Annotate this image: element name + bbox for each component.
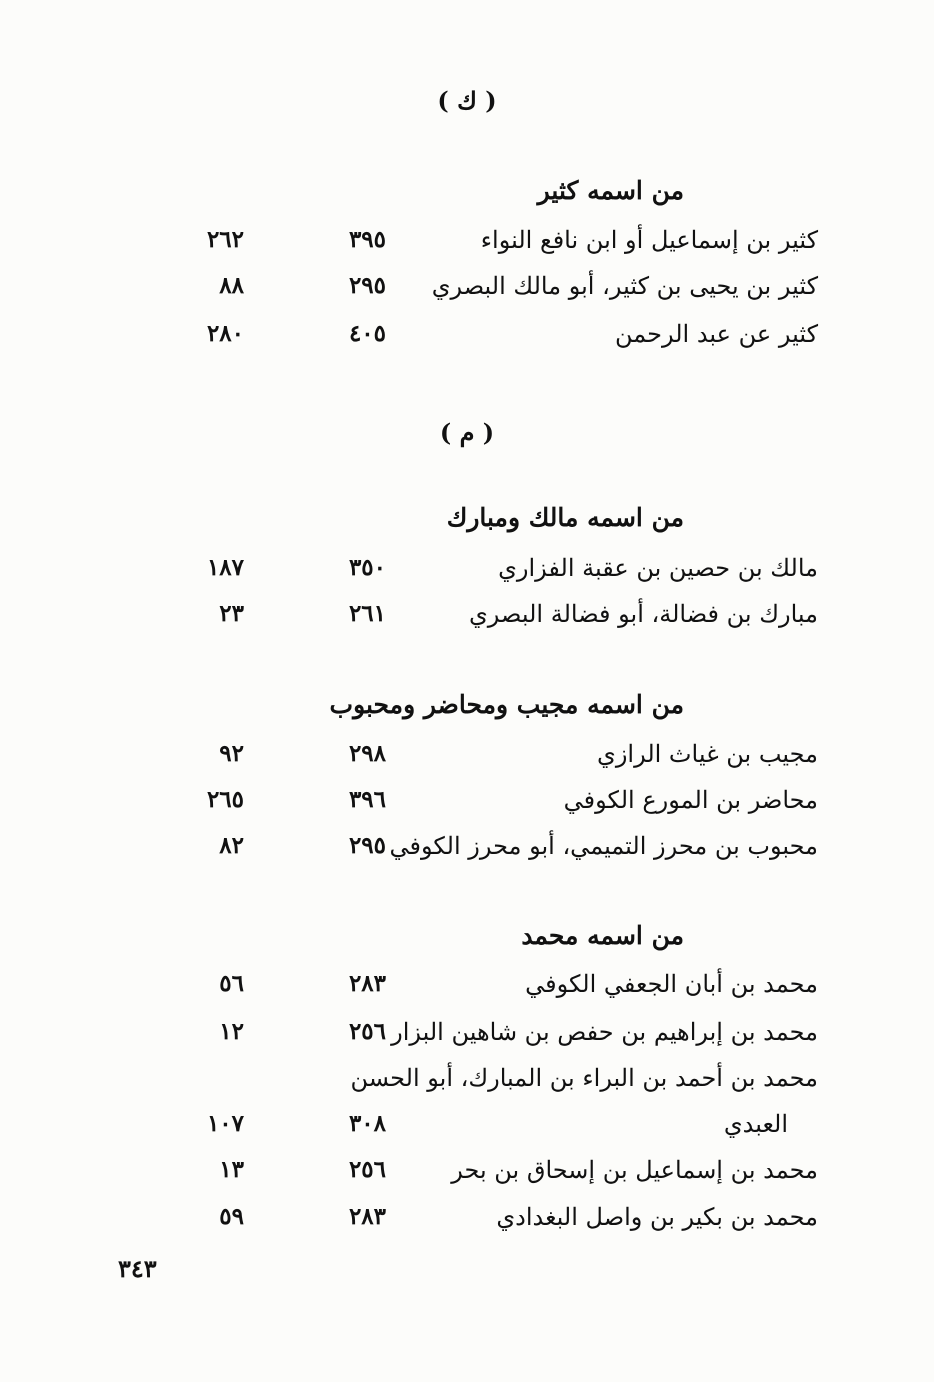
entry-page: ١٣ (219, 1156, 244, 1183)
index-entry (0, 1012, 934, 1052)
entry-name: كثير بن يحيى بن كثير، أبو مالك البصري (431, 272, 818, 300)
entry-page: ١٢ (219, 1018, 244, 1045)
entry-name: مبارك بن فضالة، أبو فضالة البصري (469, 600, 818, 628)
entry-number: ٢٩٨ (348, 740, 386, 767)
entry-number: ٤٠٥ (348, 320, 386, 347)
entry-name: محمد بن أحمد بن البراء بن المبارك، أبو الحسن (350, 1064, 818, 1092)
section-title-kathir: من اسمه كثير (537, 176, 684, 205)
entry-number: ٢٩٥ (348, 832, 386, 859)
entry-number: ٢٥٦ (348, 1018, 386, 1045)
entry-page: ٢٦٥ (206, 786, 244, 813)
entry-page: ١٨٧ (206, 554, 244, 581)
entry-number: ٣٥٠ (348, 554, 386, 581)
entry-number: ٢٩٥ (348, 272, 386, 299)
letter-heading-kaf: ( ك ) (437, 86, 497, 115)
entry-page: ٥٦ (219, 970, 244, 997)
section-title-mujib: من اسمه مجيب ومحاضر ومحبوب (329, 690, 684, 719)
entry-name: مجيب بن غياث الرازي (597, 740, 818, 768)
entry-number: ٣٠٨ (348, 1110, 386, 1137)
entry-name: محاضر بن المورع الكوفي (563, 786, 818, 814)
index-entry (0, 548, 934, 588)
letter-heading-mim: ( م ) (439, 418, 495, 447)
entry-page: ٢٦٢ (206, 226, 244, 253)
index-entry (0, 266, 934, 306)
entry-page: ١٠٧ (206, 1110, 244, 1137)
section-title-malik-mubarak: من اسمه مالك ومبارك (446, 503, 684, 532)
entry-number: ٢٨٣ (348, 1203, 386, 1230)
index-entry (0, 780, 934, 820)
index-entry-continuation (0, 1104, 934, 1144)
entry-page: ٨٢ (219, 832, 244, 859)
entry-page: ٨٨ (219, 272, 244, 299)
entry-name: محمد بن أبان الجعفي الكوفي (525, 970, 818, 998)
entry-page: ٢٣ (219, 600, 244, 627)
entry-number: ٢٨٣ (348, 970, 386, 997)
entry-page: ٥٩ (219, 1203, 244, 1230)
entry-page: ٩٢ (219, 740, 244, 767)
index-entry-first-line (0, 1058, 934, 1098)
index-entry (0, 1150, 934, 1190)
index-entry (0, 220, 934, 260)
section-title-muhammad: من اسمه محمد (521, 921, 684, 950)
index-entry (0, 964, 934, 1004)
index-entry (0, 594, 934, 634)
page-number: ٣٤٣ (118, 1254, 157, 1283)
entry-name: محمد بن بكير بن واصل البغدادي (496, 1203, 818, 1231)
index-entry (0, 826, 934, 866)
index-entry (0, 1197, 934, 1237)
entry-name: كثير عن عبد الرحمن (615, 320, 818, 348)
entry-number: ٣٩٦ (348, 786, 386, 813)
entry-name: محمد بن إسماعيل بن إسحاق بن بحر (451, 1156, 818, 1184)
entry-page: ٢٨٠ (206, 320, 244, 347)
entry-name: كثير بن إسماعيل أو ابن نافع النواء (480, 226, 818, 254)
index-entry (0, 734, 934, 774)
entry-name-continuation: العبدي (723, 1110, 788, 1138)
entry-number: ٢٦١ (348, 600, 386, 627)
entry-name: محمد بن إبراهيم بن حفص بن شاهين البزار (391, 1018, 818, 1046)
entry-name: محبوب بن محرز التميمي، أبو محرز الكوفي (389, 832, 818, 860)
entry-number: ٣٩٥ (348, 226, 386, 253)
index-entry (0, 314, 934, 354)
entry-number: ٢٥٦ (348, 1156, 386, 1183)
entry-name: مالك بن حصين بن عقبة الفزاري (498, 554, 818, 582)
